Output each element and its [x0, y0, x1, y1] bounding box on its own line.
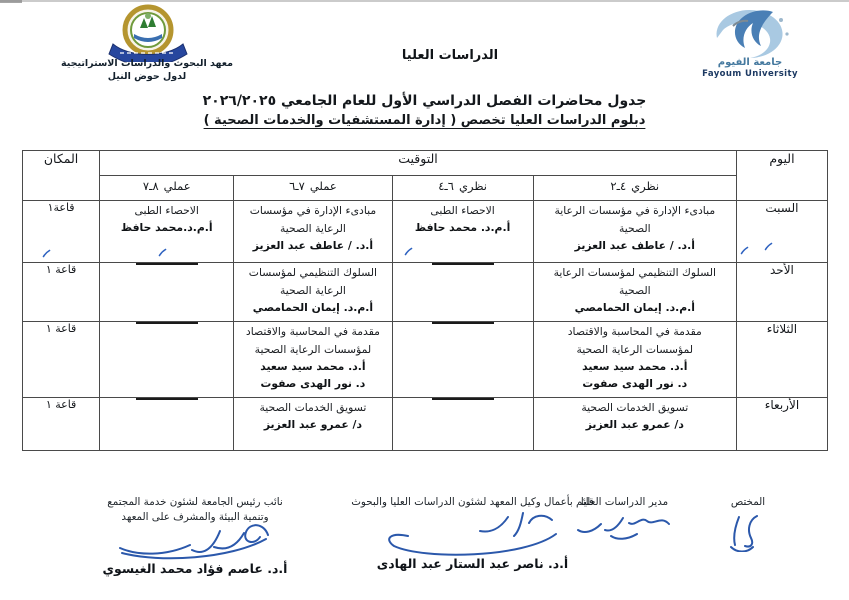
place-cell: قاعة ١ [23, 322, 100, 398]
course-slot-cell [533, 322, 736, 398]
course-title-line: الاحصاء الطبى [430, 204, 495, 217]
instructor-name: د/ عمرو عبد العزيز [263, 418, 363, 431]
course-title-line: مبادىء الإدارة في مؤسسات [249, 204, 377, 217]
empty-slot-dash [136, 263, 198, 265]
role-title: المختص [730, 496, 766, 508]
course-slot-cell [392, 398, 533, 451]
course-title-line: تسويق الخدمات الصحية [581, 401, 689, 414]
instructor-name: أ.د. / عاطف عبد العزيز [574, 239, 695, 252]
ink-tick-mark [158, 242, 167, 251]
place-cell: قاعة١ [23, 201, 100, 263]
timeslot-range: ٦ـ٧ [289, 179, 305, 193]
instructor-name: أ.م.د.محمد حافظ [120, 221, 213, 234]
timeslot-range: ٧ـ٨ [142, 179, 159, 193]
signature-block-grad-director [567, 495, 682, 542]
timeslot-header-6-7 [234, 176, 392, 201]
ink-tick-mark [42, 243, 51, 252]
handwritten-signature [724, 512, 772, 552]
day-row [23, 398, 828, 451]
timeslot-type: نظري [458, 179, 487, 193]
schedule-table-body [23, 201, 828, 451]
day-name-cell: الأحد [736, 263, 827, 322]
day-name-cell: السبت [736, 201, 827, 263]
schedule-table [22, 150, 828, 451]
institute-name-line1: معهد البحوث والدراسات الاستراتيجية [60, 58, 234, 69]
course-title-line: لمؤسسات الرعاية الصحية [576, 343, 694, 356]
handwritten-signature [380, 510, 565, 556]
course-slot-cell [533, 398, 736, 451]
role-title: نائب رئيس الجامعة لشئون خدمة المجتمع [107, 496, 283, 508]
schedule-title: جدول محاضرات الفصل الدراسي الأول للعام الجامعي ٢٠٢٦/٢٠٢٥ [202, 93, 647, 109]
course-slot-cell [533, 201, 736, 263]
timeslot-type: عملي [309, 179, 337, 193]
schedule-table-head [23, 151, 828, 201]
course-title-line: الرعاية الصحية [279, 284, 346, 297]
timing-column-header: التوقيت [100, 151, 737, 176]
place-cell: قاعة ١ [23, 398, 100, 451]
course-title-line: السلوك التنظيمي لمؤسسات الرعاية [553, 266, 717, 279]
place-column-header: المكان [23, 151, 100, 201]
course-title-line: الاحصاء الطبى [134, 204, 199, 217]
timeslot-header-2-4 [533, 176, 736, 201]
fayoum-university-logo [703, 8, 798, 60]
course-title-line: مقدمة في المحاسبة والاقتصاد [245, 325, 380, 338]
handwritten-signature [110, 519, 280, 561]
course-slot-cell [100, 322, 234, 398]
role-title-line2: وتنمية البيئة والمشرف على المعهد [121, 511, 269, 523]
course-title-line: تسويق الخدمات الصحية [259, 401, 367, 414]
ink-tick-mark [764, 236, 773, 245]
diploma-subtitle: دبلوم الدراسات العليا تخصص ( إدارة المستشفيات والخدمات الصحية ) [203, 113, 646, 128]
timeslot-header-7-8 [100, 176, 234, 201]
day-row [23, 263, 828, 322]
course-slot-cell [234, 322, 392, 398]
course-slot-cell [234, 398, 392, 451]
scan-artifact-corner [0, 0, 22, 3]
signatory-name: أ.د. ناصر عبد الستار عبد الهادى [376, 556, 569, 571]
day-row [23, 322, 828, 398]
institute-name-line2: لدول حوض النيل [107, 71, 187, 82]
timeslot-range: ٤ـ٦ [438, 179, 454, 193]
grad-studies-heading: الدراسات العليا [401, 48, 499, 63]
course-slot-cell [100, 398, 234, 451]
fayoum-logo-arabic-text: جامعة الفيوم [717, 57, 783, 68]
course-title-line: الرعاية الصحية [279, 222, 346, 235]
empty-slot-dash [432, 322, 494, 324]
course-slot-cell [392, 322, 533, 398]
ink-tick-mark [404, 241, 413, 250]
role-title: قائم بأعمال وكيل المعهد لشئون الدراسات العليا والبحوث [351, 496, 594, 508]
scan-artifact-top-edge [0, 0, 849, 2]
course-slot-cell [100, 263, 234, 322]
course-slot-cell [392, 263, 533, 322]
instructor-name: أ.د. محمد سيد سعيد [582, 360, 688, 373]
empty-slot-dash [432, 398, 494, 400]
course-slot-cell [533, 263, 736, 322]
day-name-cell: الأربعاء [736, 398, 827, 451]
day-row [23, 201, 828, 263]
instructor-name: أ.م.د. محمد حافظ [414, 221, 511, 234]
instructor-name: أ.م.د. إيمان الحمامصي [252, 301, 374, 314]
course-title-line: السلوك التنظيمي لمؤسسات [248, 266, 378, 279]
handwritten-signature [575, 512, 675, 542]
course-title-line: مبادىء الإدارة في مؤسسات الرعاية [554, 204, 716, 217]
instructor-name: د. نور الهدى صفوت [582, 377, 688, 390]
ink-tick-mark [740, 240, 749, 249]
instructor-name: أ.م.د. إيمان الحمامصي [574, 301, 695, 314]
instructor-name: أ.د. محمد سيد سعيد [260, 360, 366, 373]
day-name-cell: الثلاثاء [736, 322, 827, 398]
signatory-name: أ.د. عاصم فؤاد محمد الغيسوي [102, 561, 288, 576]
instructor-name: أ.د. / عاطف عبد العزيز [252, 239, 374, 252]
fayoum-logo-english-text: Fayoum University [702, 69, 798, 79]
header-row-main [23, 151, 828, 176]
day-column-header: اليوم [736, 151, 827, 201]
timeslot-range: ٢ـ٤ [610, 179, 627, 193]
course-title-line: لمؤسسات الرعاية الصحية [254, 343, 372, 356]
empty-slot-dash [136, 322, 198, 324]
timeslot-type: عملي [163, 179, 191, 193]
role-title: مدير الدراسات العليا [580, 496, 669, 508]
course-title-line: مقدمة في المحاسبة والاقتصاد [567, 325, 702, 338]
timeslot-header-4-6 [392, 176, 533, 201]
course-slot-cell [392, 201, 533, 263]
institute-logo [106, 4, 190, 62]
course-title-line: الصحية [618, 284, 651, 297]
course-slot-cell [234, 201, 392, 263]
signature-block-specialist [712, 495, 784, 552]
place-cell: قاعة ١ [23, 263, 100, 322]
empty-slot-dash [432, 263, 494, 265]
course-slot-cell [234, 263, 392, 322]
empty-slot-dash [136, 398, 198, 400]
instructor-name: د. نور الهدى صفوت [260, 377, 366, 390]
instructor-name: د/ عمرو عبد العزيز [585, 418, 684, 431]
timeslot-type: نظري [631, 179, 660, 193]
signature-block-vice-president [55, 495, 335, 576]
header-row-timeslots [23, 176, 828, 201]
course-title-line: الصحية [618, 222, 651, 235]
